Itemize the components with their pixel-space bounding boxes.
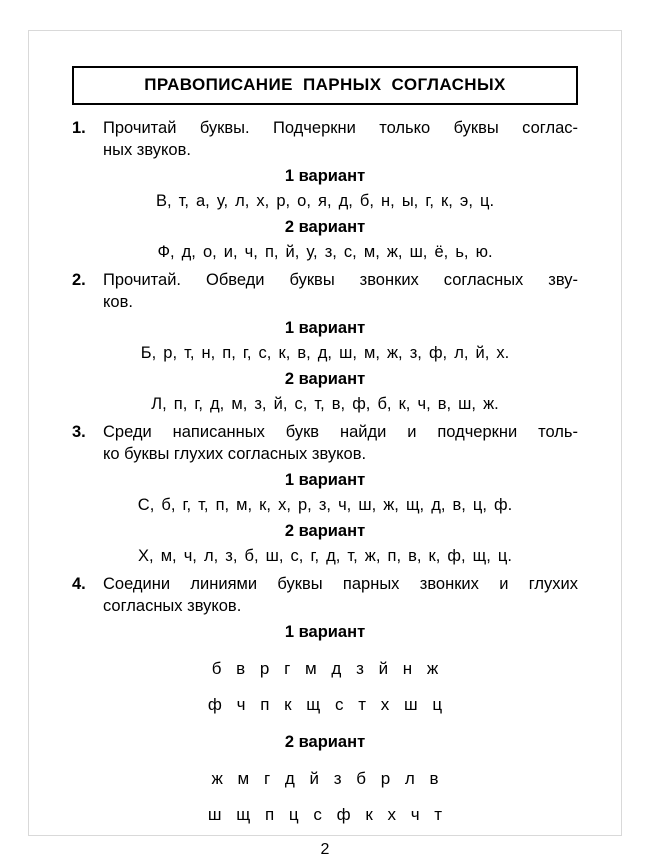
variant-label: 1 вариант: [284, 471, 366, 489]
exercise-instruction: [103, 117, 578, 161]
matching-letter-row: ф ч п к щ с т х ш ц: [207, 695, 443, 714]
letter-row: С, б, г, т, п, м, к, х, р, з, ч, ш, ж, щ, д, в, ц, ф.: [137, 496, 513, 514]
variant-label: 1 вариант: [284, 319, 366, 337]
exercise-number: 2.: [72, 271, 86, 289]
variant-label: 2 вариант: [284, 218, 366, 236]
letter-row: Л, п, г, д, м, з, й, с, т, в, ф, б, к, ч, в, ш, ж.: [151, 395, 499, 413]
matching-letter-row: ш щ п ц с ф к х ч т: [207, 805, 443, 824]
instruction-line: ко буквы глухих согласных звуков.: [103, 445, 367, 463]
exercise-2: [72, 269, 578, 415]
variant-label: 1 вариант: [284, 623, 366, 641]
matching-letter-row: ж м г д й з б р л в: [211, 769, 439, 788]
instruction-line: Среди написанных букв найди и подчеркни толь-: [103, 423, 578, 441]
variant-label: 2 вариант: [284, 370, 366, 388]
letter-row: В, т, а, у, л, х, р, о, я, д, б, н, ы, г, к, э, ц.: [155, 192, 495, 210]
instruction-line: Прочитай буквы. Подчеркни только буквы соглас-: [103, 119, 578, 137]
exercise-instruction: [103, 421, 578, 465]
instruction-line: Прочитай. Обведи буквы звонких согласных зву-: [103, 271, 578, 289]
page-number: 2: [320, 841, 330, 858]
exercise-instruction: [103, 573, 578, 617]
instruction-line: согласных звуков.: [103, 597, 242, 615]
variant-label: 1 вариант: [284, 167, 366, 185]
instruction-line: Соедини линиями буквы парных звонких и глухих: [103, 575, 578, 593]
exercise-instruction: [103, 269, 578, 313]
exercise-number: 3.: [72, 423, 86, 441]
exercise-1: [72, 117, 578, 263]
matching-letter-row: б в р г м д з й н ж: [211, 659, 439, 678]
variant-label: 2 вариант: [284, 733, 366, 751]
letter-row: Х, м, ч, л, з, б, ш, с, г, д, т, ж, п, в, к, ф, щ, ц.: [138, 547, 512, 565]
variant-label: 2 вариант: [284, 522, 366, 540]
page-title: ПРАВОПИСАНИЕ ПАРНЫХ СОГЛАСНЫХ: [72, 66, 578, 105]
instruction-line: ных звуков.: [103, 141, 191, 159]
exercise-number: 1.: [72, 119, 86, 137]
exercise-4: [72, 573, 578, 825]
letter-row: Б, р, т, н, п, г, с, к, в, д, ш, м, ж, з, ф, л, й, х.: [140, 344, 510, 362]
exercise-number: 4.: [72, 575, 86, 593]
letter-row: Ф, д, о, и, ч, п, й, у, з, с, м, ж, ш, ё, ь, ю.: [157, 243, 493, 261]
exercise-3: [72, 421, 578, 567]
instruction-line: ков.: [103, 293, 133, 311]
